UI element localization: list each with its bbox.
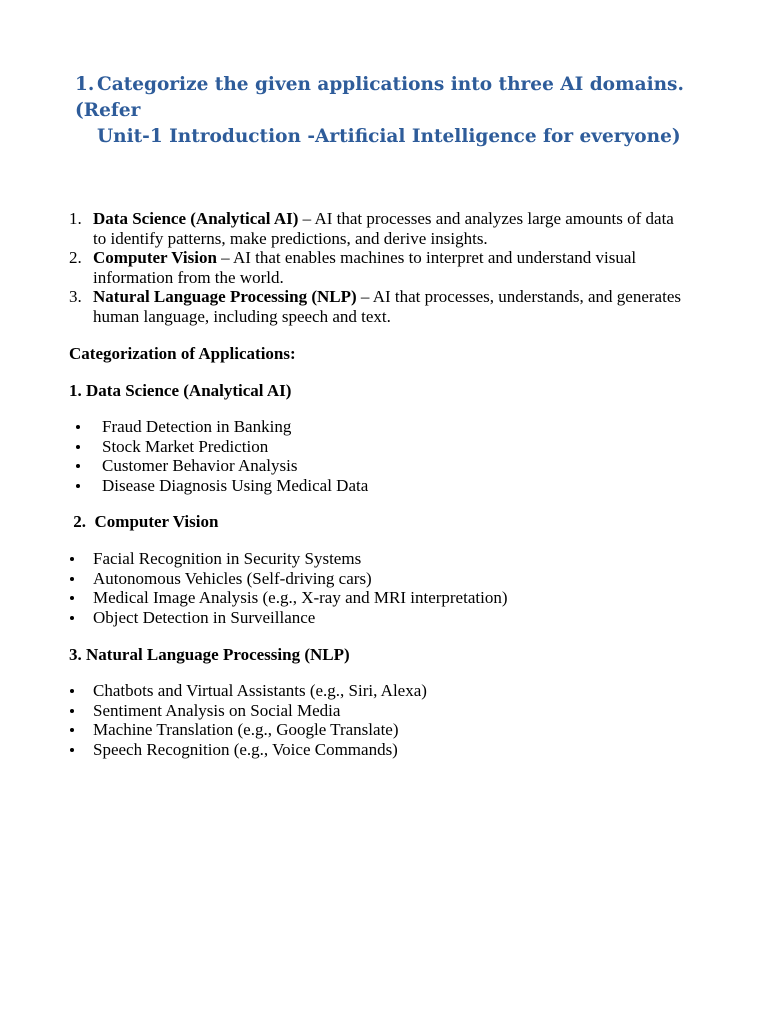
question-heading-line1: Categorize the given applications into three AI domains. (Refer xyxy=(75,74,684,121)
domain-number: 1. xyxy=(69,209,82,228)
question-heading xyxy=(75,72,735,150)
data-science-applications-list xyxy=(102,417,368,495)
list-item xyxy=(93,681,427,701)
computer-vision-applications-list xyxy=(93,549,507,627)
ai-domains-list xyxy=(69,209,734,327)
list-item xyxy=(93,549,507,569)
bullet-icon xyxy=(70,728,74,732)
list-item xyxy=(93,701,427,721)
list-item xyxy=(102,437,368,457)
domain-description-line1: – AI that enables machines to interpret and understand visual xyxy=(216,248,637,268)
categorization-title: Categorization of Applications: xyxy=(69,344,296,363)
application-label: Object Detection in Surveillance xyxy=(93,607,316,627)
domain-item-computer-vision xyxy=(69,248,734,287)
section-title-computer-vision: 2. Computer Vision xyxy=(69,512,219,531)
bullet-icon xyxy=(70,596,74,600)
domain-description-line1: – AI that processes and analyzes large amounts of data xyxy=(298,209,674,228)
domain-description-line2: human language, including speech and text. xyxy=(93,306,391,326)
domain-name: Natural Language Processing (NLP) xyxy=(93,287,357,307)
domain-item-nlp xyxy=(69,287,734,326)
bullet-icon xyxy=(70,689,74,693)
domain-description-line2: to identify patterns, make predictions, and derive insights. xyxy=(93,228,488,248)
nlp-applications-list xyxy=(93,681,427,759)
bullet-icon xyxy=(70,616,74,620)
application-label: Disease Diagnosis Using Medical Data xyxy=(102,475,369,495)
list-item xyxy=(93,588,507,608)
question-number: 1. xyxy=(75,74,95,95)
list-item xyxy=(93,569,507,589)
bullet-icon xyxy=(70,748,74,752)
domain-number: 3. xyxy=(69,287,82,307)
section-title-nlp: 3. Natural Language Processing (NLP) xyxy=(69,645,350,664)
domain-name: Data Science (Analytical AI) xyxy=(93,209,299,228)
application-label: Chatbots and Virtual Assistants (e.g., Siri, Alexa) xyxy=(93,681,427,700)
domain-name: Computer Vision xyxy=(93,248,217,268)
bullet-icon xyxy=(76,464,80,468)
application-label: Speech Recognition (e.g., Voice Commands) xyxy=(93,739,398,759)
bullet-icon xyxy=(70,709,74,713)
list-item xyxy=(93,720,427,740)
bullet-icon xyxy=(76,445,80,449)
list-item xyxy=(102,417,368,437)
bullet-icon xyxy=(70,577,74,581)
list-item xyxy=(102,456,368,476)
domain-description-line2: information from the world. xyxy=(93,267,284,287)
application-label: Fraud Detection in Banking xyxy=(102,417,292,436)
domain-description-line1: – AI that processes, understands, and generates xyxy=(356,287,681,307)
application-label: Customer Behavior Analysis xyxy=(102,456,298,476)
application-label: Autonomous Vehicles (Self-driving cars) xyxy=(93,568,372,588)
list-item xyxy=(93,608,507,628)
section-title-data-science: 1. Data Science (Analytical AI) xyxy=(69,381,292,400)
list-item xyxy=(93,740,427,760)
bullet-icon xyxy=(76,425,80,429)
bullet-icon xyxy=(70,557,74,561)
application-label: Stock Market Prediction xyxy=(102,436,269,456)
application-label: Facial Recognition in Security Systems xyxy=(93,549,362,568)
application-label: Medical Image Analysis (e.g., X-ray and MRI interpretation) xyxy=(93,588,508,608)
bullet-icon xyxy=(76,484,80,488)
domain-number: 2. xyxy=(69,248,82,268)
list-item xyxy=(102,476,368,496)
application-label: Machine Translation (e.g., Google Translate) xyxy=(93,720,399,740)
domain-item-data-science xyxy=(69,209,734,248)
application-label: Sentiment Analysis on Social Media xyxy=(93,700,341,720)
question-heading-line2: Unit-1 Introduction -Artificial Intelligence for everyone) xyxy=(97,126,681,147)
